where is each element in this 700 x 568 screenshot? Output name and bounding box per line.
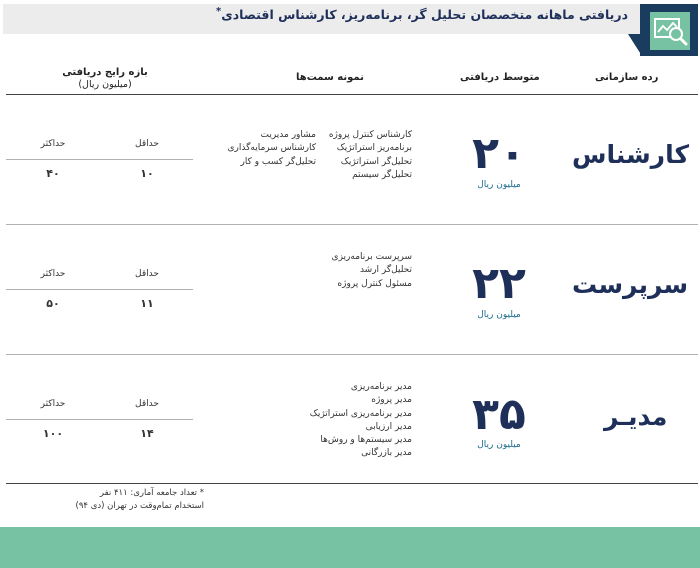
logo-corner [628,34,642,56]
header-range [40,67,170,91]
sample-positions-list [310,381,412,461]
header-divider [6,94,698,95]
sample-position: سرپرست برنامه‌ریزی [331,252,412,262]
max-value: ۵۰ [46,297,60,310]
range-divider [6,419,193,420]
sample-positions-list [332,251,412,291]
sample-positions-list [329,129,412,182]
sample-position: تحلیل‌گر سیستم [352,169,412,180]
footnote-sample-size: * تعداد جامعه آماری: ۴۱۱ نفر [99,488,204,498]
min-label: حداقل [135,269,159,279]
min-label: حداقل [135,139,159,149]
min-label: حداقل [135,399,159,409]
level-name: مدیـر [604,402,668,431]
sample-position: مدیر برنامه‌ریزی استراتژیک [309,408,412,419]
sample-position: مدیر برنامه‌ریزی [350,382,412,392]
average-salary-unit: میلیون ریال [477,310,521,320]
max-label: حداکثر [40,269,66,279]
chart-magnifier-icon [651,13,689,49]
page-title: دریافتی ماهانه متخصصان تحلیل گر، برنامه‌ریز، کارشناس اقتصادی* [216,6,628,23]
average-salary-unit: میلیون ریال [477,440,521,450]
sample-position: کارشناس سرمایه‌گذاری [227,143,316,154]
average-salary-value: ۳۵ [472,389,526,440]
sample-position: مدیر سیستم‌ها و روش‌ها [320,435,412,446]
average-salary-value: ۲۰ [472,128,526,179]
level-name: کارشناس [572,140,689,169]
max-label: حداکثر [40,139,66,149]
header-range-label: بازه رایج دریافتی [62,67,148,78]
sample-position: تحلیل‌گر کسب و کار [240,156,316,167]
header-level: رده سازمانی [595,72,659,83]
sample-position: مسئول کنترل پروژه [337,278,412,289]
sample-position: برنامه‌ریز استراتژیک [336,143,412,154]
sample-position: مدیر ارزیابی [365,421,412,432]
footer-band [0,527,700,568]
sample-position: مشاور مدیریت [260,130,316,140]
table-bottom-divider [6,483,698,484]
min-value: ۱۴ [140,427,154,440]
row-divider [6,224,698,225]
sample-positions-list-secondary [227,129,316,169]
footnote [4,487,204,513]
sample-position: کارشناس کنترل پروژه [328,130,412,140]
min-value: ۱۱ [140,297,154,310]
max-value: ۴۰ [46,167,60,180]
range-divider [6,289,193,290]
sample-position: مدیر بازرگانی [361,448,412,459]
average-salary-unit: میلیون ریال [477,180,521,190]
average-salary-value: ۲۲ [472,258,526,309]
max-value: ۱۰۰ [42,427,64,440]
max-label: حداکثر [40,399,66,409]
sample-position: تحلیل‌گر استراتژیک [340,156,412,167]
row-divider [6,354,698,355]
header-sample-positions: نمونه سمت‌ها [296,72,364,83]
header-average: متوسط دریافتی [460,72,540,83]
range-divider [6,159,193,160]
sample-position: مدیر پروژه [371,395,412,406]
sample-position: تحلیل‌گر ارشد [359,265,412,276]
min-value: ۱۰ [140,167,154,180]
footnote-employment: استخدام تمام‌وقت در تهران (دی ۹۴) [75,501,204,511]
header-range-unit: (میلیون ریال) [78,79,132,90]
level-name: سرپرست [572,270,689,299]
